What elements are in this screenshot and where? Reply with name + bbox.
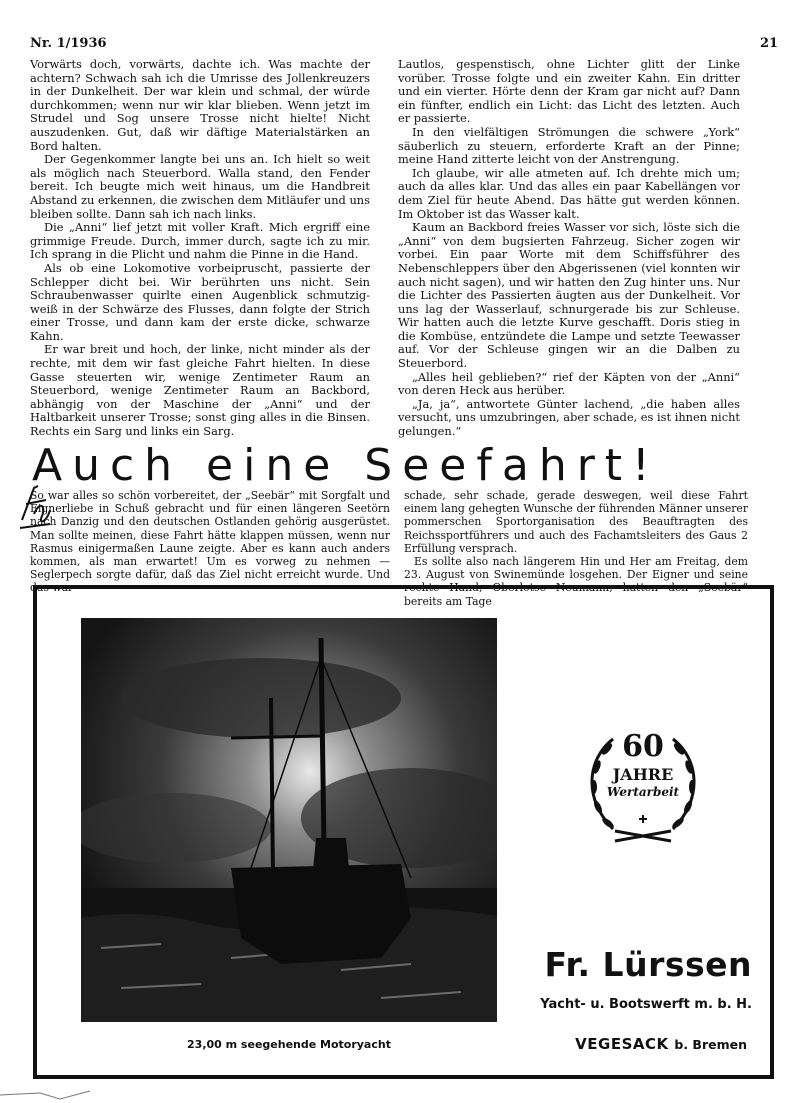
article-paragraph: schade, sehr schade, gerade deswegen, weil diese Fahrt einem lang gehegten Wunsche der führenden Männer unserer pommerschen Sportorganisation des Beauftragten des Reichssportführers und auch des Fachamtsleiters des Gaus 2 Erfüllung versprach. <box>404 489 748 555</box>
story-paragraph: Ich glaube, wir alle atmeten auf. Ich drehte mich um; auch da alles klar. Und das alles ein paar Kabellängen vor dem Ziel für heute Abend. Das hätte gut werden können. Im Oktober ist das Wasser kalt. <box>398 165 740 221</box>
issue-number: Nr. 1/1936 <box>30 36 107 51</box>
story-paragraph: Er war breit und hoch, der linke, nicht minder als der rechte, mit dem wir fast gleiche Fahrt hielten. In diese Gasse steuerten wir, wenige Zentimeter Raum an Steuerbord, wenige Zentimeter Raum an Backbord, abhängig von der Maschine der „Anni“ und der Haltbarkeit unserer Trosse; sonst ging alles in die Binsen. Rechts ein Sarg und links ein Sarg. <box>30 342 370 439</box>
article-paragraph: So war alles so schön vorbereitet, der „Seebär“ mit Sorgfalt und Eignerliebe in Schuß gebracht und für einen längeren Seetörn nach Danzig und den deutschen Ostlanden gehörig ausgerüstet. Man sollte meinen, diese Fahrt hätte klappen müssen, wenn nur Rasmus einigermaßen Laune zeigte. Aber es kann auch anders kommen, als man erwartet! Um es vorweg zu nehmen — Seglerpech sorgte dafür, daß das Ziel nicht erreicht wurde. Und das war <box>30 489 390 595</box>
story-paragraph: Kaum an Backbord freies Wasser vor sich, löste sich die „Anni“ von dem bugsierten Fahrzeug. Sicher zogen wir vorbei. Ein paar Worte mit dem Schiffsführer des Nebenschleppers über den Abgerissenen (viel konnten wir auch nicht sagen), und wir hatten den Zug hinter uns. Nur die Lichter des Passierten äugten aus der Dunkelheit. Vor uns lag der Wasserlauf, schnurgerade bis zur Schleuse. Wir hatten auch die letzte Kurve geschafft. Doris stieg in die Kombüse, entzündete die Lampe und setzte Teewasser auf. Vor der Schleuse gingen wir an die Dalben zu Steuerbord. <box>398 220 740 371</box>
emblem-craftsmanship: Wertarbeit <box>606 785 680 799</box>
yacht-photo <box>81 618 497 1022</box>
article-paragraph: Es sollte also nach längerem Hin und Her am Freitag, dem 23. August von Swinemünde losgehen. Der Eigner und seine rechte Hand, Oberlotse Neumann, hatten den „Seebär“ bereits am Tage <box>404 555 748 608</box>
article-title: Auch eine Seefahrt! <box>32 440 660 491</box>
story-paragraph: Als ob eine Lokomotive vorbeipruscht, passierte der Schlepper dicht bei. Wir berührten uns nicht. Sein Schraubenwasser quirlte einen Augenblick schmutzig-weiß in der Schwärze des Flusses, dann folgte der Strich einer Trosse, und dann kam der erste dicke, schwarze Kahn. <box>30 260 370 343</box>
location-town: VEGESACK <box>575 1035 669 1053</box>
company-location <box>507 1035 747 1053</box>
page-number: 21 <box>760 36 779 51</box>
anniversary-emblem <box>573 719 713 849</box>
emblem-years: JAHRE <box>612 765 674 784</box>
company-subtitle: Yacht- u. Bootswerft m. b. H. <box>540 997 752 1012</box>
story-paragraph: „Alles heil geblieben?“ rief der Käpten von der „Anni“ von deren Heck aus herüber. <box>398 369 740 398</box>
story-paragraph: Vorwärts doch, vorwärts, dachte ich. Was machte der achtern? Schwach sah ich die Umrisse des Jollenkreuzers in der Dunkelheit. Der war klein und schmal, der würde durchkommen; wenn nur wir klar blieben. Wenn jetzt im Strudel und Sog unsere Trosse nicht hielte! Nicht auszudenken. Gut, daß wir däftige Materialstärken an Bord halten. <box>30 57 370 153</box>
advertisement <box>33 585 774 1079</box>
scan-noise <box>0 1083 799 1103</box>
photo-caption: 23,00 m seegehende Motoryacht <box>187 1038 391 1051</box>
story-column-left <box>30 58 370 439</box>
story-column-right <box>398 58 740 439</box>
company-name: Fr. Lürssen <box>544 945 752 984</box>
emblem-number: 60 <box>622 729 664 764</box>
article-column-left <box>30 489 390 595</box>
story-paragraph: Der Gegenkommer langte bei uns an. Ich hielt so weit als möglich nach Steuerbord. Walla stand, den Fender bereit. Ich beugte mich weit hinaus, um die Handbreit Abstand zu erkennen, die zwischen dem Mitläufer und uns bleiben sollte. Dann sah ich nach links. <box>30 152 370 221</box>
story-paragraph: „Ja, ja“, antwortete Günter lachend, „die haben alles versucht, uns umzubringen, aber schade, es ist ihnen nicht gelungen.“ <box>398 396 740 439</box>
location-suffix: b. Bremen <box>674 1037 747 1052</box>
story-paragraph: Die „Anni“ lief jetzt mit voller Kraft. Mich ergriff eine grimmige Freude. Durch, immer durch, sagte ich zu mir. Ich sprang in die Plicht und nahm die Pinne in die Hand. <box>30 220 370 262</box>
story-paragraph: In den vielfältigen Strömungen die schwere „York“ säuberlich zu steuern, erforderte Kraft an der Pinne; meine Hand zitterte leicht von der Anstrengung. <box>398 124 740 167</box>
story-paragraph: Lautlos, gespenstisch, ohne Lichter glitt der Linke vorüber. Trosse folgte und ein zweiter Kahn. Ein dritter und ein vierter. Hörte denn der Kram gar nicht auf? Dann ein fünfter, endlich ein Licht: das Licht des letzten. Auch er passierte. <box>398 57 740 126</box>
